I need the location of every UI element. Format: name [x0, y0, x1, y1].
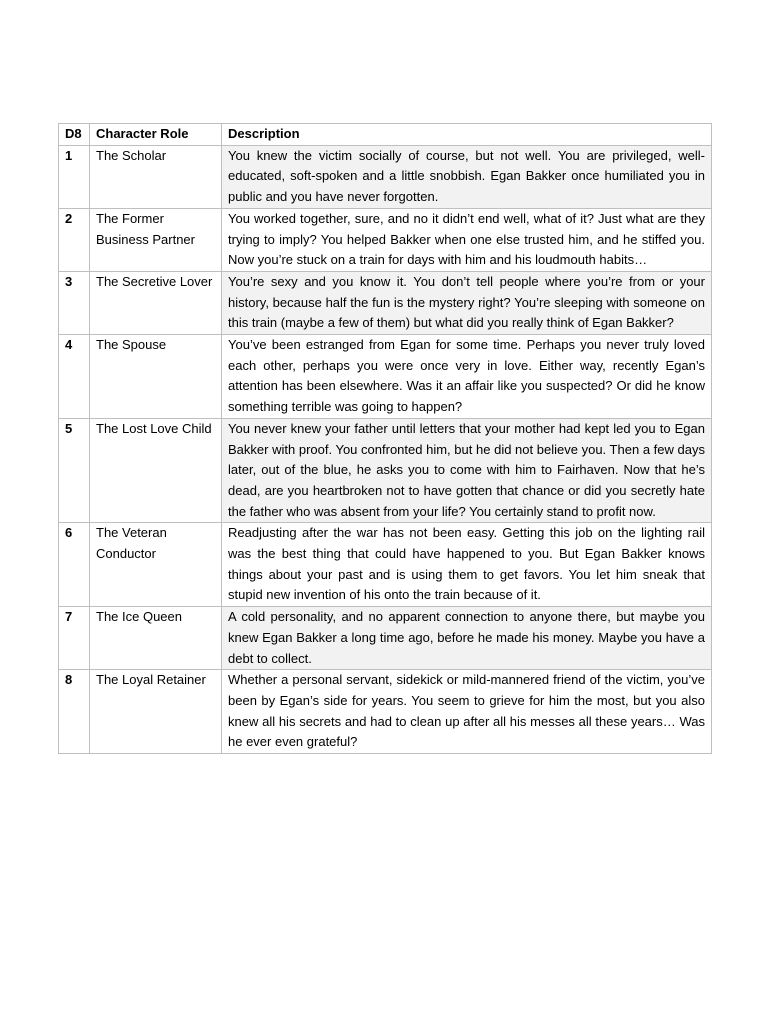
- table-row: [59, 418, 712, 523]
- row-number: 3: [59, 271, 90, 334]
- row-number: 7: [59, 607, 90, 670]
- row-description: Whether a personal servant, sidekick or mild-mannered friend of the victim, you’ve been by Egan’s side for years. You seem to grieve for him the most, but you also knew all his secrets and had to clean up after all his messes all these years… Was he ever even grateful?: [222, 670, 712, 754]
- table-row: [59, 145, 712, 208]
- row-description: You worked together, sure, and no it didn’t end well, what of it? Just what are they trying to imply? You helped Bakker when one else trusted him, and he stiffed you. Now you’re stuck on a train for days with him and his loudmouth habits…: [222, 208, 712, 271]
- table-row: [59, 607, 712, 670]
- row-role: The Former Business Partner: [90, 208, 222, 271]
- row-number: 6: [59, 523, 90, 607]
- row-description: You knew the victim socially of course, but not well. You are privileged, well-educated, soft-spoken and a little snobbish. Egan Bakker once humiliated you in public and you have never forgotten.: [222, 145, 712, 208]
- header-d8: D8: [59, 124, 90, 146]
- table-row: [59, 670, 712, 754]
- table-row: [59, 335, 712, 419]
- row-role: The Loyal Retainer: [90, 670, 222, 754]
- row-role: The Scholar: [90, 145, 222, 208]
- table-row: [59, 208, 712, 271]
- table-header-row: [59, 124, 712, 146]
- row-description: You’ve been estranged from Egan for some time. Perhaps you never truly loved each other, perhaps you were once very in love. Either way, recently Egan’s attention has been elsewhere. Was it an affair like you suspected? Or did he know something terrible was going to happen?: [222, 335, 712, 419]
- table-row: [59, 271, 712, 334]
- header-description: Description: [222, 124, 712, 146]
- row-number: 8: [59, 670, 90, 754]
- row-number: 4: [59, 335, 90, 419]
- header-character-role: Character Role: [90, 124, 222, 146]
- row-role: The Lost Love Child: [90, 418, 222, 523]
- row-number: 1: [59, 145, 90, 208]
- character-role-table: [58, 123, 712, 754]
- row-description: You’re sexy and you know it. You don’t tell people where you’re from or your history, because half the fun is the mystery right? You’re sleeping with someone on this train (maybe a few of them) but what did you really think of Egan Bakker?: [222, 271, 712, 334]
- table-row: [59, 523, 712, 607]
- row-number: 5: [59, 418, 90, 523]
- row-role: The Ice Queen: [90, 607, 222, 670]
- row-number: 2: [59, 208, 90, 271]
- row-role: The Secretive Lover: [90, 271, 222, 334]
- row-description: Readjusting after the war has not been easy. Getting this job on the lighting rail was the best thing that could have happened to you. But Egan Bakker knows things about your past and is using them to get favors. You let him sneak that stupid new invention of his onto the train because of it.: [222, 523, 712, 607]
- row-role: The Veteran Conductor: [90, 523, 222, 607]
- row-description: A cold personality, and no apparent connection to anyone there, but maybe you knew Egan Bakker a long time ago, before he made his money. Maybe you have a debt to collect.: [222, 607, 712, 670]
- row-description: You never knew your father until letters that your mother had kept led you to Egan Bakker with proof. You confronted him, but he did not believe you. Then a few days later, out of the blue, he asks you to come with him to Fairhaven. Now that he’s dead, are you heartbroken not to have gotten that chance or did you secretly hate the father who was absent from your life? You certainly stand to profit now.: [222, 418, 712, 523]
- row-role: The Spouse: [90, 335, 222, 419]
